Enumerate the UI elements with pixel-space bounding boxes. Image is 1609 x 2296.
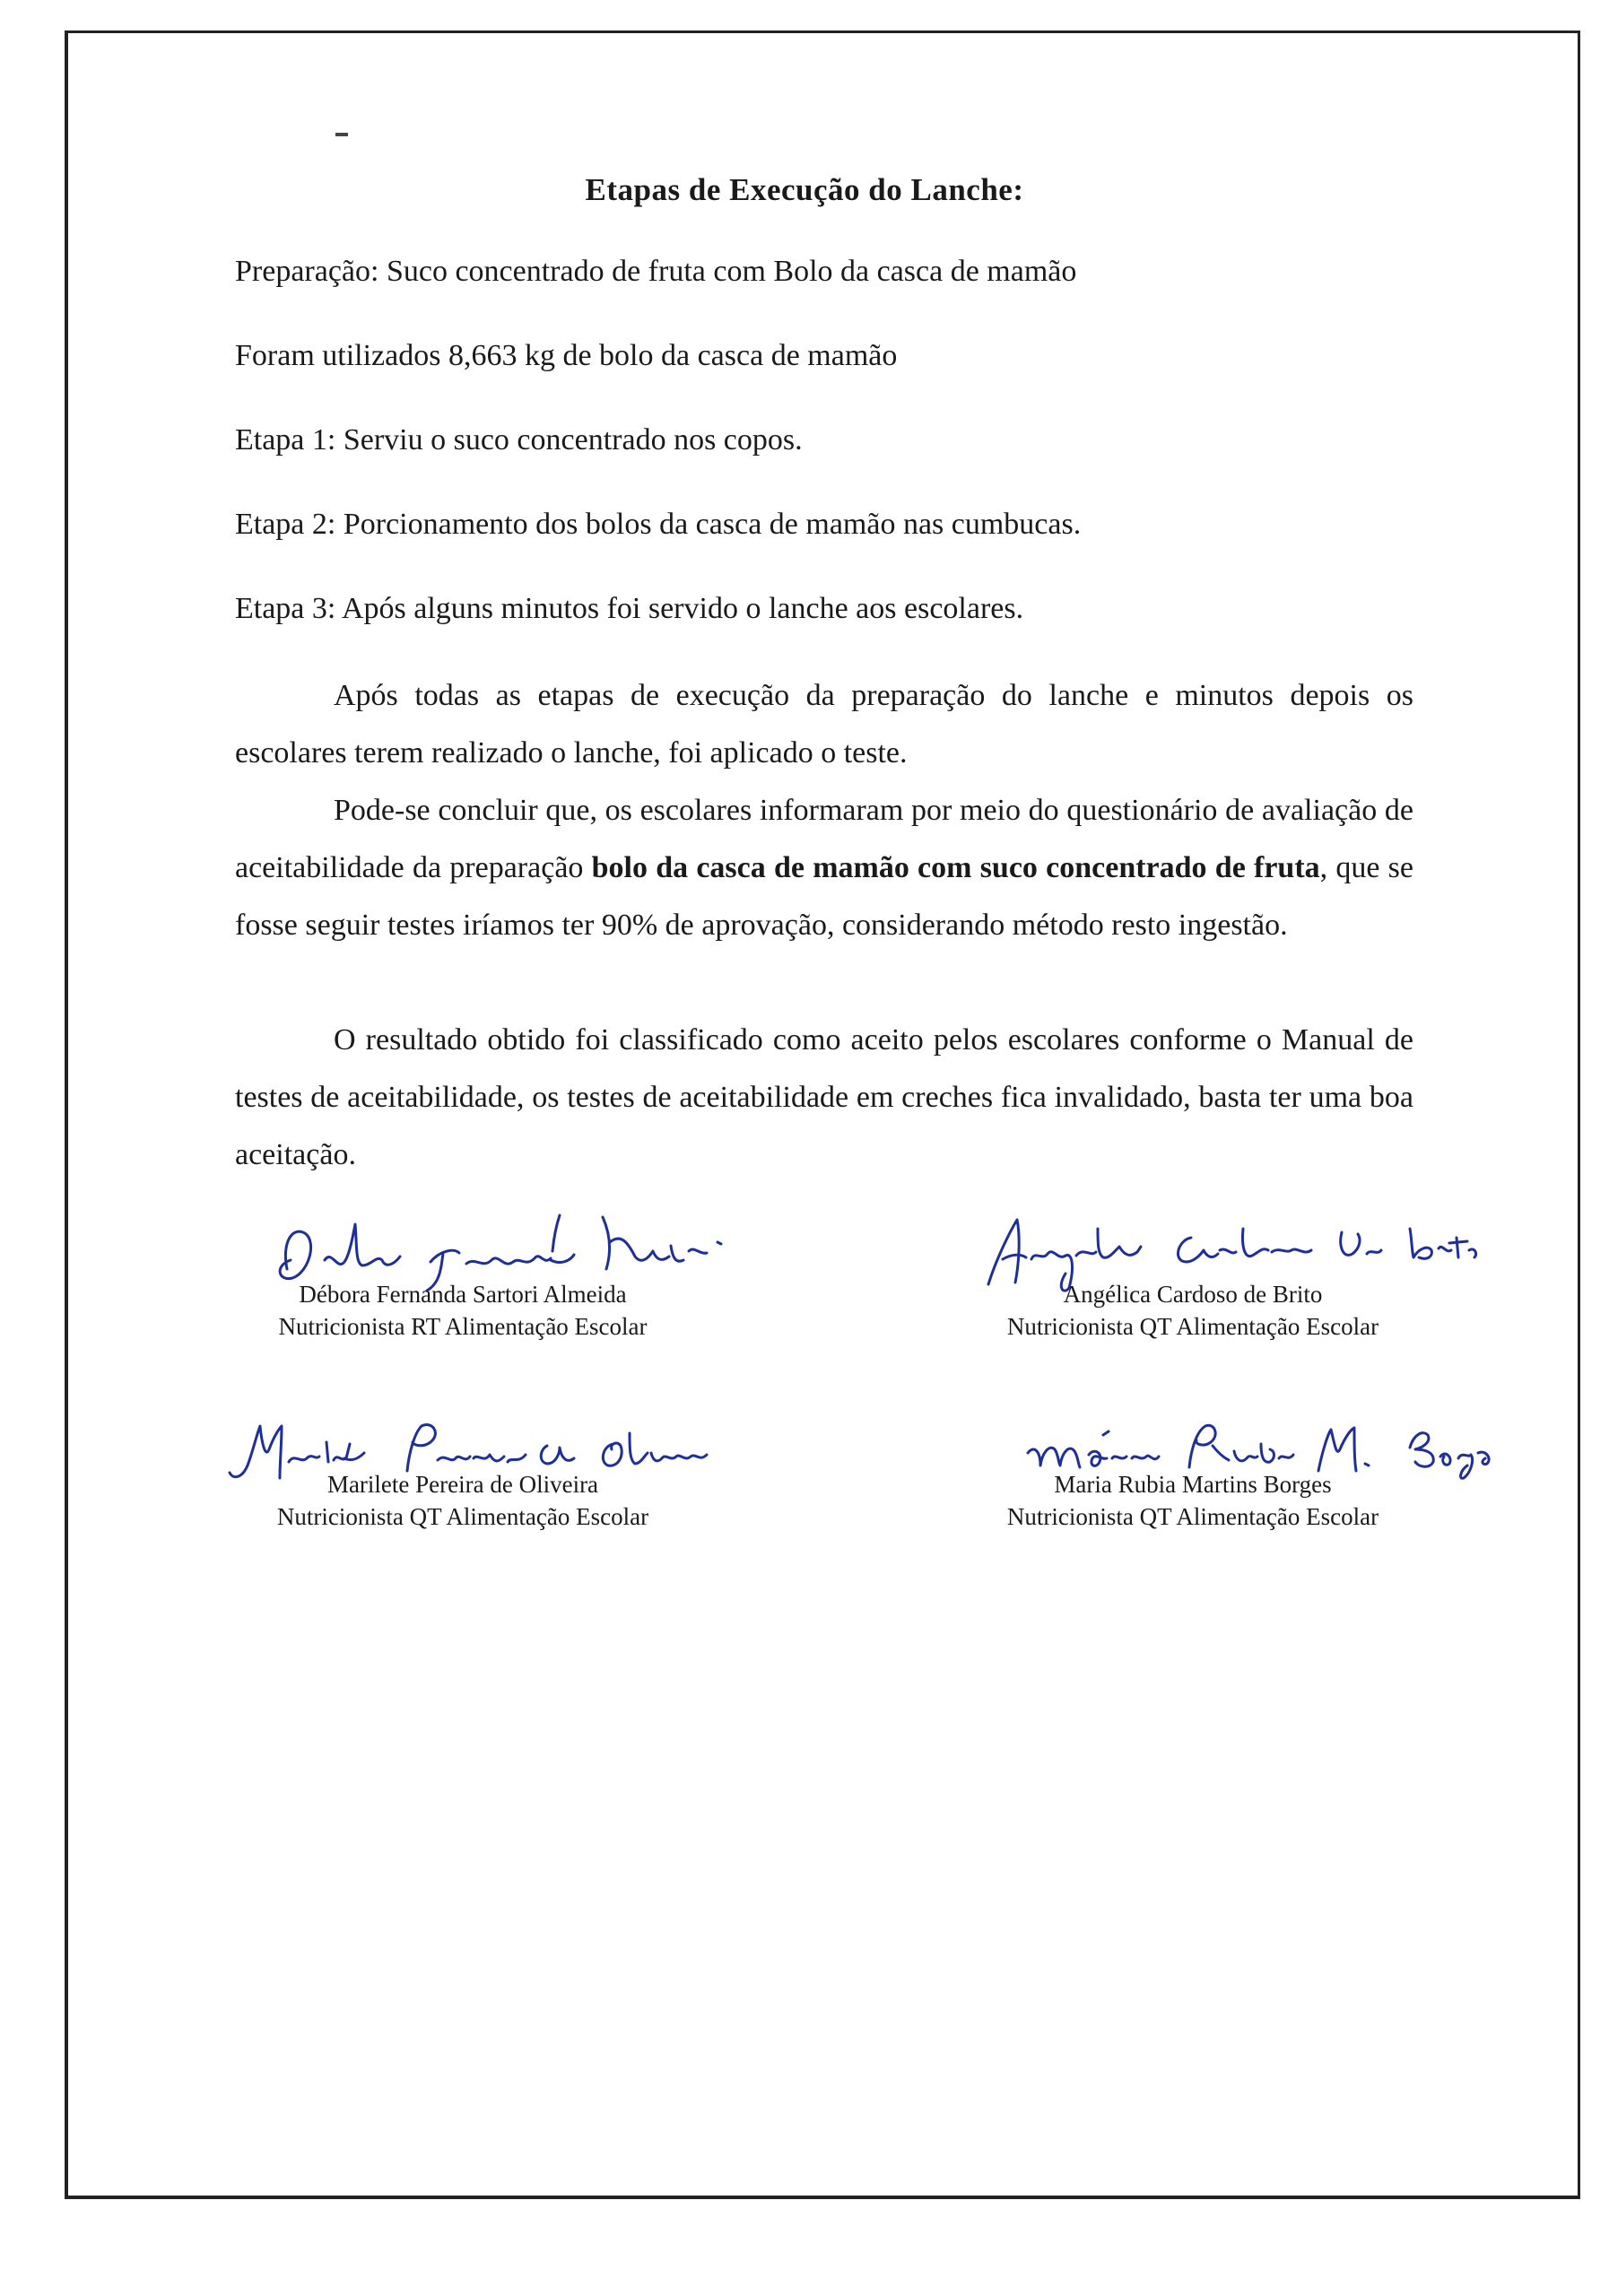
signatory-role: Nutricionista QT Alimentação Escolar bbox=[1006, 1313, 1379, 1340]
signatory-role: Nutricionista QT Alimentação Escolar bbox=[276, 1503, 649, 1530]
signatory-role: Nutricionista RT Alimentação Escolar bbox=[278, 1313, 648, 1340]
signatory-name: Maria Rubia Martins Borges bbox=[1054, 1471, 1332, 1498]
signatory-block-angelica bbox=[942, 1278, 1444, 1343]
conclusion-text-end: , que se fosse seguir testes iríamos ter 90% de aprovação, considerando método resto ingestão. bbox=[235, 851, 1414, 942]
scan-mark bbox=[335, 133, 348, 136]
paragraph-result: O resultado obtido foi classificado como aceito pelos escolares conforme o Manual de testes de aceitabilidade, os testes de aceitabilidade em creches fica invalidado, basta ter uma boa aceitação. bbox=[235, 1023, 1413, 1171]
conclusion-text-start: Pode-se concluir que, os escolares informaram por meio do questionário de avaliação de aceitabilidade da preparação bbox=[235, 794, 1413, 884]
signatory-role: Nutricionista QT Alimentação Escolar bbox=[1006, 1503, 1379, 1530]
signatory-block-debora bbox=[212, 1278, 714, 1343]
quantity-line: Foram utilizados 8,663 kg de bolo da casca de mamão bbox=[235, 339, 898, 372]
signatory-block-marilete bbox=[212, 1468, 714, 1533]
paragraph-conclusion bbox=[235, 782, 1413, 954]
step-1-line: Etapa 1: Serviu o suco concentrado nos copos. bbox=[235, 423, 803, 457]
document-title: Etapas de Execução do Lanche: bbox=[585, 172, 1024, 207]
signatory-name: Débora Fernanda Sartori Almeida bbox=[299, 1281, 627, 1308]
conclusion-bold-preparation: bolo da casca de mamão com suco concentrado de fruta bbox=[591, 851, 1320, 884]
signatory-name: Marilete Pereira de Oliveira bbox=[326, 1471, 599, 1498]
preparation-line: Preparação: Suco concentrado de fruta com Bolo da casca de mamão bbox=[235, 255, 1077, 288]
signatory-block-maria-rubia bbox=[942, 1468, 1444, 1533]
step-3-line: Etapa 3: Após alguns minutos foi servido o lanche aos escolares. bbox=[235, 592, 1024, 625]
paragraph-execution: Após todas as etapas de execução da preparação do lanche e minutos depois os escolares terem realizado o lanche, foi aplicado o teste. bbox=[235, 679, 1413, 770]
signatory-name: Angélica Cardoso de Brito bbox=[1063, 1281, 1323, 1308]
step-2-line: Etapa 2: Porcionamento dos bolos da casca de mamão nas cumbucas. bbox=[235, 508, 1082, 541]
